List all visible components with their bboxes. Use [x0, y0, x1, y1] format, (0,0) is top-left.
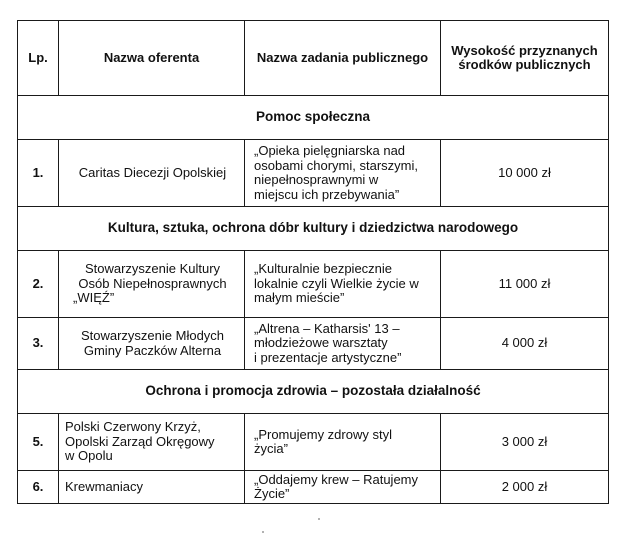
- row-number: 5.: [18, 414, 59, 471]
- grant-amount: 2 000 zł: [441, 471, 609, 504]
- task-name-line: niepełnosprawnymi w: [254, 172, 379, 187]
- row-number: 1.: [18, 140, 59, 207]
- applicant-name-line: Stowarzyszenie Młodych: [80, 328, 225, 343]
- grant-amount: 3 000 zł: [441, 414, 609, 471]
- task-name-line: osobami chorymi, starszymi,: [254, 157, 418, 173]
- applicant-name: [59, 318, 245, 370]
- task-name: [245, 140, 441, 207]
- section-row: [18, 370, 609, 414]
- header-name: Nazwa oferenta: [59, 21, 245, 96]
- section-title: Pomoc społeczna: [18, 96, 609, 140]
- table-row: [18, 414, 609, 471]
- applicant-name: [59, 251, 245, 318]
- applicant-name-line: Stowarzyszenie Kultury: [84, 261, 221, 277]
- section-title: Kultura, sztuka, ochrona dóbr kultury i dziedzictwa narodowego: [18, 207, 609, 251]
- task-name: [245, 414, 441, 471]
- applicant-name-line: Opolski Zarząd Okręgowy: [65, 433, 215, 449]
- applicant-name-line: Osób Niepełnosprawnych: [78, 275, 227, 291]
- applicant-name: [59, 140, 245, 207]
- task-name-line: miejscu ich przebywania”: [254, 186, 400, 202]
- applicant-name: [59, 414, 245, 471]
- scan-speck: [262, 531, 264, 533]
- task-name-line: i prezentacje artystyczne”: [254, 349, 402, 365]
- task-name: [245, 251, 441, 318]
- task-name-line: „Promujemy zdrowy styl: [254, 426, 392, 442]
- applicant-name: [59, 471, 245, 504]
- table-row: [18, 471, 609, 504]
- section-row: [18, 207, 609, 251]
- task-name-line: małym mieście”: [254, 290, 345, 306]
- header-task: [245, 21, 441, 96]
- applicant-name-line: Gminy Paczków Alterna: [83, 342, 222, 358]
- grant-amount: 11 000 zł: [441, 251, 609, 318]
- task-name-line: młodzieżowe warsztaty: [254, 335, 388, 351]
- applicant-name-line: Krewmaniacy: [65, 478, 144, 494]
- header-amount: [441, 21, 609, 96]
- table-row: [18, 318, 609, 370]
- task-name-line: Życie”: [254, 486, 290, 501]
- header-task-line: publicznego: [352, 49, 429, 65]
- task-name: [245, 318, 441, 370]
- row-number: 3.: [18, 318, 59, 370]
- header-amount-line: przyznanych środków: [458, 42, 598, 72]
- scan-speck: [318, 518, 320, 520]
- task-name-line: „Opieka pielęgniarska nad: [254, 143, 406, 158]
- task-name-line: „Kulturalnie bezpiecznie: [254, 261, 393, 277]
- applicant-name-line: w Opolu: [65, 448, 113, 464]
- applicant-name-line: Caritas Diecezji Opolskiej: [78, 164, 227, 180]
- header-amount-line: publicznych: [515, 57, 591, 72]
- section-row: [18, 96, 609, 140]
- task-name-line: lokalnie czyli Wielkie życie w: [254, 275, 419, 291]
- header-task-line: Nazwa zadania: [256, 49, 349, 65]
- header-row: [18, 21, 609, 96]
- row-number: 6.: [18, 471, 59, 504]
- task-name-line: „Altrena – Katharsis' 13 –: [254, 320, 400, 336]
- grants-table: [17, 20, 609, 504]
- section-title: Ochrona i promocja zdrowia – pozostała działalność: [18, 370, 609, 414]
- task-name-line: życia”: [254, 441, 288, 456]
- header-amount-line: Wysokość: [451, 42, 516, 58]
- grant-amount: 10 000 zł: [441, 140, 609, 207]
- header-lp: Lp.: [18, 21, 59, 96]
- applicant-name-line: „WIĘŹ”: [73, 290, 115, 306]
- table-row: [18, 140, 609, 207]
- task-name: [245, 471, 441, 504]
- applicant-name-line: Polski Czerwony Krzyż,: [65, 419, 201, 435]
- task-name-line: „Oddajemy krew – Ratujemy: [254, 471, 418, 487]
- row-number: 2.: [18, 251, 59, 318]
- table-row: [18, 251, 609, 318]
- grant-amount: 4 000 zł: [441, 318, 609, 370]
